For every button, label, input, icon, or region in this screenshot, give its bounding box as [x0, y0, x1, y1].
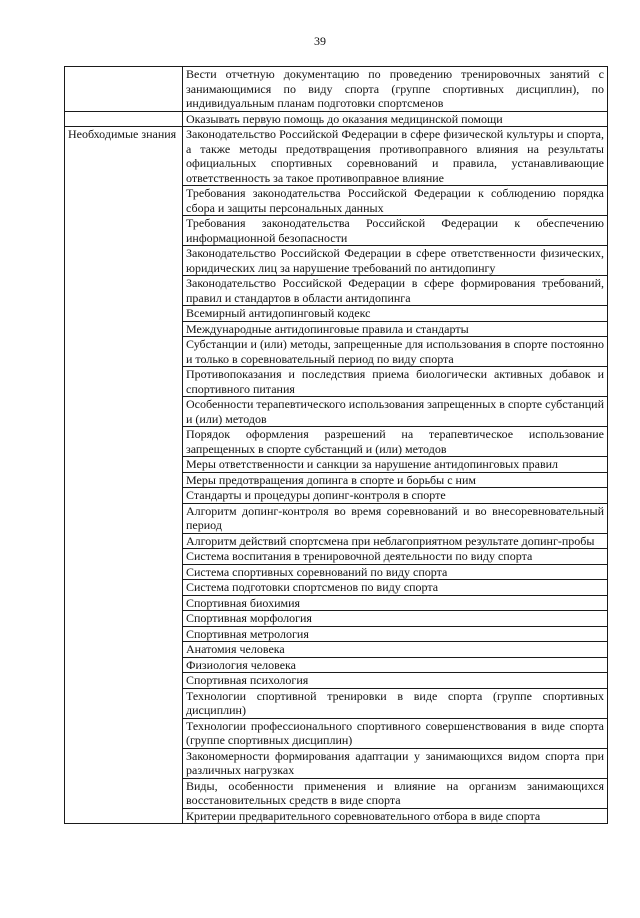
item-cell: Законодательство Российской Федерации в сфере физической культуры и спорта, а также методы предотвращения противоправного влияния на результаты официальных спортивных соревнований и правила, устанавливающие ответственность за такое противоправное влияние — [183, 127, 608, 186]
item-cell: Меры предотвращения допинга в спорте и борьбы с ним — [183, 472, 608, 488]
requirements-table — [64, 66, 608, 824]
item-cell: Требования законодательства Российской Федерации к соблюдению порядка сбора и защиты персональных данных — [183, 186, 608, 216]
item-cell: Алгоритм действий спортсмена при неблагоприятном результате допинг-пробы — [183, 533, 608, 549]
item-cell: Всемирный антидопинговый кодекс — [183, 306, 608, 322]
category-cell-knowledge: Необходимые знания — [65, 127, 183, 824]
table-row — [65, 111, 608, 127]
category-cell — [65, 111, 183, 127]
requirements-table-body — [65, 67, 608, 824]
item-cell: Спортивная морфология — [183, 611, 608, 627]
item-cell: Порядок оформления разрешений на терапевтическое использование запрещенных в спорте субстанций и (или) методов — [183, 427, 608, 457]
item-cell: Система спортивных соревнований по виду спорта — [183, 564, 608, 580]
item-cell: Закономерности формирования адаптации у занимающихся видом спорта при различных нагрузках — [183, 748, 608, 778]
item-cell: Субстанции и (или) методы, запрещенные для использования в спорте постоянно и только в соревновательный период по виду спорта — [183, 337, 608, 367]
item-cell: Технологии профессионального спортивного совершенствования в виде спорта (группе спортивных дисциплин) — [183, 718, 608, 748]
item-cell: Система воспитания в тренировочной деятельности по виду спорта — [183, 549, 608, 565]
item-cell: Законодательство Российской Федерации в сфере формирования требований, правил и стандартов в области антидопинга — [183, 276, 608, 306]
item-cell: Система подготовки спортсменов по виду спорта — [183, 580, 608, 596]
item-cell: Спортивная метрология — [183, 626, 608, 642]
item-cell: Спортивная биохимия — [183, 595, 608, 611]
page-number: 39 — [314, 34, 326, 48]
item-cell: Особенности терапевтического использования запрещенных в спорте субстанций и (или) методов — [183, 397, 608, 427]
table-row — [65, 127, 608, 186]
item-cell: Оказывать первую помощь до оказания медицинской помощи — [183, 111, 608, 127]
item-cell: Международные антидопинговые правила и стандарты — [183, 321, 608, 337]
item-cell: Вести отчетную документацию по проведению тренировочных занятий с занимающимися по виду спорта (группе спортивных дисциплин), по индивидуальным планам подготовки спортсменов — [183, 67, 608, 112]
item-cell: Технологии спортивной тренировки в виде спорта (группе спортивных дисциплин) — [183, 688, 608, 718]
item-cell: Критерии предварительного соревновательного отбора в виде спорта — [183, 808, 608, 824]
item-cell: Алгоритм допинг-контроля во время соревнований и во внесоревновательный период — [183, 503, 608, 533]
item-cell: Спортивная психология — [183, 673, 608, 689]
item-cell: Требования законодательства Российской Федерации к обеспечению информационной безопасности — [183, 216, 608, 246]
item-cell: Стандарты и процедуры допинг-контроля в спорте — [183, 488, 608, 504]
item-cell: Законодательство Российской Федерации в сфере ответственности физических, юридических лиц за нарушение требований по антидопингу — [183, 246, 608, 276]
item-cell: Меры ответственности и санкции за нарушение антидопинговых правил — [183, 457, 608, 473]
item-cell: Физиология человека — [183, 657, 608, 673]
table-row — [65, 67, 608, 112]
item-cell: Виды, особенности применения и влияние на организм занимающихся восстановительных средств в виде спорта — [183, 778, 608, 808]
category-cell — [65, 67, 183, 112]
item-cell: Противопоказания и последствия приема биологически активных добавок и спортивного питания — [183, 367, 608, 397]
item-cell: Анатомия человека — [183, 642, 608, 658]
